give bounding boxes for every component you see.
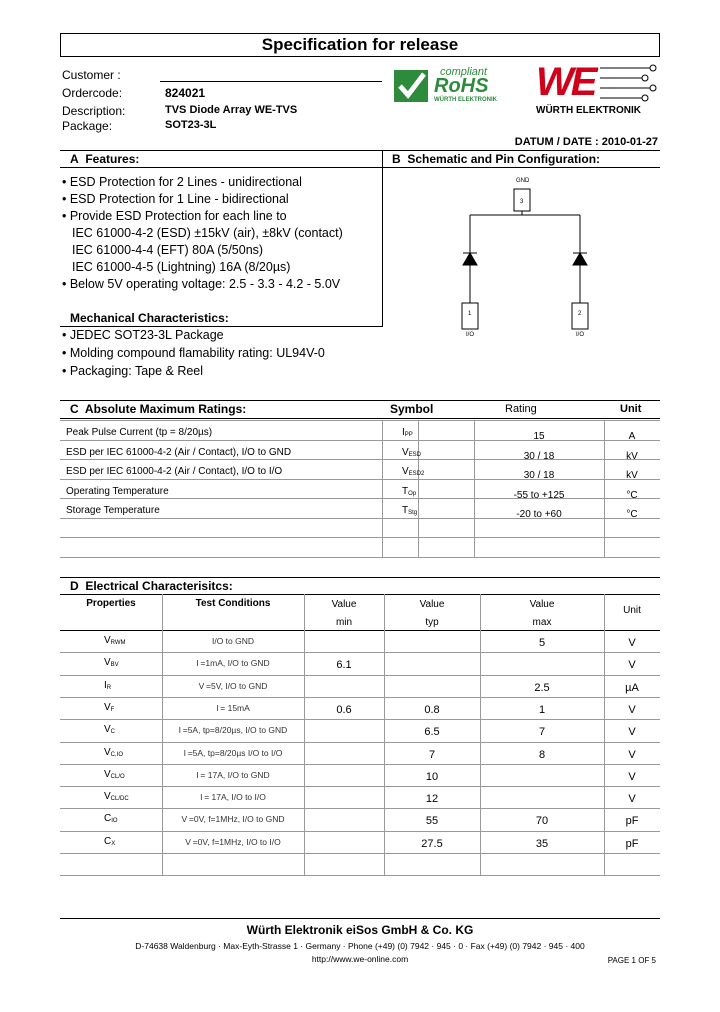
footer-url[interactable]: http://www.we-online.com: [311, 954, 409, 964]
table-d-typ: 12: [425, 793, 439, 806]
table-d-gridline: [60, 652, 660, 653]
section-ab-head-line: [60, 167, 660, 168]
schematic-diagram: [430, 175, 630, 345]
table-c-rating: 30 / 18: [523, 470, 555, 481]
table-c-param: Storage Temperature: [66, 505, 160, 516]
col-value-max: Value: [529, 599, 555, 610]
customer-label: Customer :: [62, 68, 121, 82]
table-d-unit: V: [628, 726, 636, 739]
table-d-symbol: [104, 791, 129, 802]
table-d-gridline: [60, 831, 660, 832]
table-d-unit: V: [628, 793, 636, 806]
table-d-typ: 7: [428, 748, 436, 761]
table-d-typ: 10: [425, 770, 439, 783]
pin-3-label: 3: [520, 199, 524, 205]
table-d-gridline: [60, 808, 660, 809]
we-logo: [536, 60, 661, 116]
footer-address: D-74638 Waldenburg · Max-Eyth-Strasse 1 · Germany · Phone (+49) (0) 7942 · 945 · 0 · Fax (+49) (0) 7942 · 945 · 400: [135, 941, 585, 951]
table-d-unit: µA: [625, 681, 639, 694]
section-c-title: Absolute Maximum Ratings:: [84, 402, 247, 416]
rohs-check-icon: [392, 66, 432, 104]
pin-2-io-label: I/O: [576, 332, 585, 338]
table-d-symbol-sub: C,IO: [110, 751, 124, 758]
table-d-gridline: [60, 697, 660, 698]
section-b-letter: B: [392, 152, 401, 166]
table-d-condition: I =1mA, I/O to GND: [196, 658, 270, 669]
table-c-gridline: [60, 537, 660, 538]
col-unit: Unit: [620, 403, 642, 415]
table-d-max: 5: [538, 637, 546, 649]
col-typ: typ: [425, 617, 439, 628]
table-c-symbol: [402, 466, 424, 477]
table-d-symbol-sub: R: [106, 684, 112, 691]
table-d-max: 70: [535, 815, 549, 828]
table-d-symbol-main: V: [104, 701, 111, 713]
table-c-gridline: [60, 557, 660, 558]
section-b-heading: [392, 152, 600, 166]
description-label: Description:: [62, 104, 126, 118]
table-d-unit: V: [628, 748, 636, 761]
table-c-rating: -55 to +125: [513, 489, 565, 501]
table-d-symbol-main: V: [104, 635, 111, 646]
table-d-condition: I = 17A, I/O to GND: [196, 769, 270, 780]
table-d-symbol: [104, 747, 123, 758]
table-d-symbol-main: C: [104, 813, 112, 825]
col-unit-d: Unit: [623, 605, 641, 616]
pin-2-label: 2: [578, 311, 582, 317]
table-c-param: Peak Pulse Current (tp = 8/20µs): [66, 427, 213, 438]
table-d-condition: I = 15mA: [216, 702, 250, 713]
table-c-symbol-main: V: [402, 466, 409, 477]
feature-item: IEC 61000-4-4 (EFT) 80A (5/50ns): [72, 243, 264, 257]
table-d-max: 1: [538, 703, 546, 716]
col-max: max: [532, 617, 552, 628]
table-d-unit: V: [628, 637, 636, 649]
table-d-condition: V =0V, f=1MHz, I/O to GND: [181, 814, 285, 825]
section-d-top-line: [60, 577, 660, 578]
col-value-typ: Value: [419, 599, 445, 610]
table-d-symbol: [104, 813, 118, 824]
table-d-symbol-sub: CL/DC: [110, 796, 129, 803]
table-d-gridline: [60, 875, 660, 876]
we-lines-icon: [600, 64, 660, 104]
table-d-symbol-main: I: [104, 679, 107, 691]
ordercode-label: Ordercode:: [62, 86, 123, 100]
table-d-symbol: [104, 680, 111, 691]
feature-item: • Provide ESD Protection for each line to: [62, 209, 287, 223]
mech-line: [60, 326, 383, 327]
schematic: [430, 175, 630, 345]
table-d-symbol-sub: C: [110, 729, 116, 736]
table-c-unit: °C: [626, 509, 638, 520]
table-d-symbol-main: C: [104, 835, 112, 847]
col-rating: Rating: [505, 403, 537, 415]
section-d-head-line: [60, 594, 660, 595]
table-d-symbol-main: V: [104, 768, 111, 780]
section-ab-top-line: [60, 150, 660, 151]
table-c-rating: 30 / 18: [523, 450, 555, 462]
section-c-top-line: [60, 400, 660, 401]
table-c-symbol: [402, 486, 416, 497]
mech-title: Mechanical Characteristics:: [70, 311, 229, 325]
rohs-compliant: compliant: [440, 66, 488, 78]
description-value: TVS Diode Array WE-TVS: [165, 104, 298, 116]
section-ab-divider: [382, 150, 383, 327]
table-d-condition: I/O to GND: [211, 636, 255, 646]
we-logo-text: WE: [536, 60, 595, 104]
feature-item: • ESD Protection for 1 Line - bidirectional: [62, 192, 289, 206]
rohs-sub: WÜRTH ELEKTRONIK: [434, 97, 497, 103]
table-c-symbol: [402, 505, 417, 516]
table-c-unit: °C: [626, 489, 638, 501]
table-d-condition: V =0V, f=1MHz, I/O to I/O: [185, 836, 281, 847]
mech-item: • Molding compound flamability rating: UL94V-0: [62, 346, 325, 360]
col-symbol: Symbol: [390, 402, 434, 416]
table-d-head-bottom: [60, 630, 660, 631]
table-d-symbol: [104, 769, 125, 780]
section-c-letter: C: [70, 402, 79, 416]
table-d-gridline: [60, 742, 660, 743]
table-d-gridline: [60, 786, 660, 787]
table-c-symbol-main: I: [402, 427, 405, 438]
table-d-condition: I =5A, tp=8/20µs, I/O to GND: [178, 725, 288, 736]
table-d-symbol: [104, 702, 114, 713]
table-d-condition: I = 17A, I/O to I/O: [200, 792, 266, 803]
col-min: min: [335, 617, 353, 628]
table-d-symbol: [104, 836, 115, 847]
document-title: Specification for release: [60, 33, 660, 57]
table-d-condition: I =5A, tp=8/20µs I/O to I/O: [183, 747, 283, 758]
table-d-gridline: [60, 675, 660, 676]
table-d-max: 7: [538, 726, 546, 739]
table-d-gridline: [60, 764, 660, 765]
table-d-symbol: [104, 724, 115, 735]
table-d-unit: V: [628, 703, 636, 716]
table-d-symbol-main: V: [104, 791, 111, 803]
table-d-gridline: [60, 719, 660, 720]
table-c-rating: 15: [533, 431, 545, 442]
table-d-max: 2.5: [534, 681, 550, 694]
section-d-letter: D: [70, 579, 79, 593]
col-test-conditions: Test Conditions: [195, 598, 271, 609]
we-logo-name: WÜRTH ELEKTRONIK: [536, 105, 641, 116]
table-c-symbol-main: T: [402, 485, 409, 497]
package-value: SOT23-3L: [165, 119, 217, 131]
table-c-symbol-sub: ESD2: [408, 471, 425, 477]
table-d-symbol: [104, 657, 119, 668]
table-d-colline: [304, 594, 305, 875]
col-properties: Properties: [86, 598, 136, 609]
table-c-symbol-main: T: [402, 505, 409, 516]
table-c-symbol: [402, 447, 421, 458]
section-a-title: Features:: [85, 152, 140, 166]
ordercode-value: 824021: [165, 86, 206, 100]
table-d-gridline: [60, 853, 660, 854]
table-d-min: 6.1: [336, 659, 352, 672]
section-d-title: Electrical Characterisitcs:: [85, 579, 233, 593]
section-c-head-line: [60, 418, 660, 419]
table-c-symbol-sub: Stg: [408, 510, 418, 516]
table-c-colline: [418, 420, 419, 557]
table-d-symbol: [104, 635, 126, 646]
footer-line: [60, 918, 660, 919]
table-c-param: ESD per IEC 61000-4-2 (Air / Contact), I/O to I/O: [66, 466, 283, 477]
table-c-unit: A: [628, 431, 636, 442]
table-d-symbol-sub: F: [110, 706, 115, 713]
footer-page: PAGE 1 OF 5: [607, 956, 656, 965]
mech-item: • Packaging: Tape & Reel: [62, 364, 204, 378]
pin-gnd-label: GND: [516, 178, 530, 184]
section-b-title: Schematic and Pin Configuration:: [407, 152, 601, 166]
package-label: Package:: [62, 119, 113, 133]
table-d-symbol-sub: CL/O: [110, 773, 125, 780]
table-c-unit: kV: [626, 470, 638, 481]
feature-item: IEC 61000-4-2 (ESD) ±15kV (air), ±8kV (contact): [72, 226, 343, 240]
mech-item: • JEDEC SOT23-3L Package: [62, 328, 224, 342]
pin-1-io-label: I/O: [466, 332, 475, 338]
table-d-condition: V =5V, I/O to GND: [198, 680, 268, 691]
table-d-typ: 6.5: [424, 726, 440, 739]
table-d-unit: V: [628, 770, 636, 783]
table-c-param: ESD per IEC 61000-4-2 (Air / Contact), I/O to GND: [66, 446, 292, 458]
pin-1-label: 1: [468, 311, 472, 317]
table-c-symbol-sub: ESD: [408, 451, 422, 458]
table-c-symbol-sub: PP: [404, 432, 413, 438]
table-d-max: 35: [535, 837, 549, 850]
table-d-unit: pF: [625, 815, 639, 828]
table-d-unit: V: [628, 659, 636, 672]
table-d-typ: 55: [425, 815, 439, 828]
table-c-symbol: [402, 427, 413, 438]
table-d-min: 0.6: [336, 703, 352, 716]
table-d-symbol-sub: BV: [110, 662, 119, 669]
section-a-heading: [70, 152, 139, 166]
customer-line: [160, 81, 382, 82]
table-d-symbol-main: V: [104, 657, 111, 669]
col-value-min: Value: [331, 599, 357, 610]
section-c-heading: [70, 402, 246, 416]
table-c-rating: -20 to +60: [516, 509, 562, 520]
table-d-symbol-sub: RWM: [110, 640, 126, 646]
feature-item: • ESD Protection for 2 Lines - unidirectional: [62, 175, 302, 189]
table-d-symbol-main: V: [104, 724, 111, 736]
table-d-symbol-sub: IO: [111, 818, 118, 825]
table-d-symbol-sub: X: [111, 840, 116, 847]
date-line: DATUM / DATE : 2010-01-27: [514, 136, 658, 148]
table-c-param: Operating Temperature: [66, 485, 169, 497]
table-d-max: 8: [538, 748, 546, 761]
table-d-symbol-main: V: [104, 746, 111, 758]
table-c-colline: [382, 420, 383, 557]
rohs-text: RoHS: [434, 75, 489, 97]
table-c-gridline: [60, 420, 660, 421]
table-c-unit: kV: [626, 450, 638, 462]
section-d-heading: [70, 579, 233, 593]
table-d-unit: pF: [625, 837, 639, 850]
table-c-symbol-main: V: [402, 446, 409, 458]
table-c-symbol-sub: Op: [408, 490, 417, 497]
table-d-typ: 27.5: [421, 837, 443, 850]
footer-company: Würth Elektronik eiSos GmbH & Co. KG: [246, 923, 474, 937]
rohs-logo: [392, 66, 517, 104]
feature-item: IEC 61000-4-5 (Lightning) 16A (8/20µs): [72, 260, 291, 274]
table-d-typ: 0.8: [424, 703, 440, 716]
feature-item: • Below 5V operating voltage: 2.5 - 3.3 - 4.2 - 5.0V: [62, 277, 341, 291]
section-a-letter: A: [70, 152, 79, 166]
